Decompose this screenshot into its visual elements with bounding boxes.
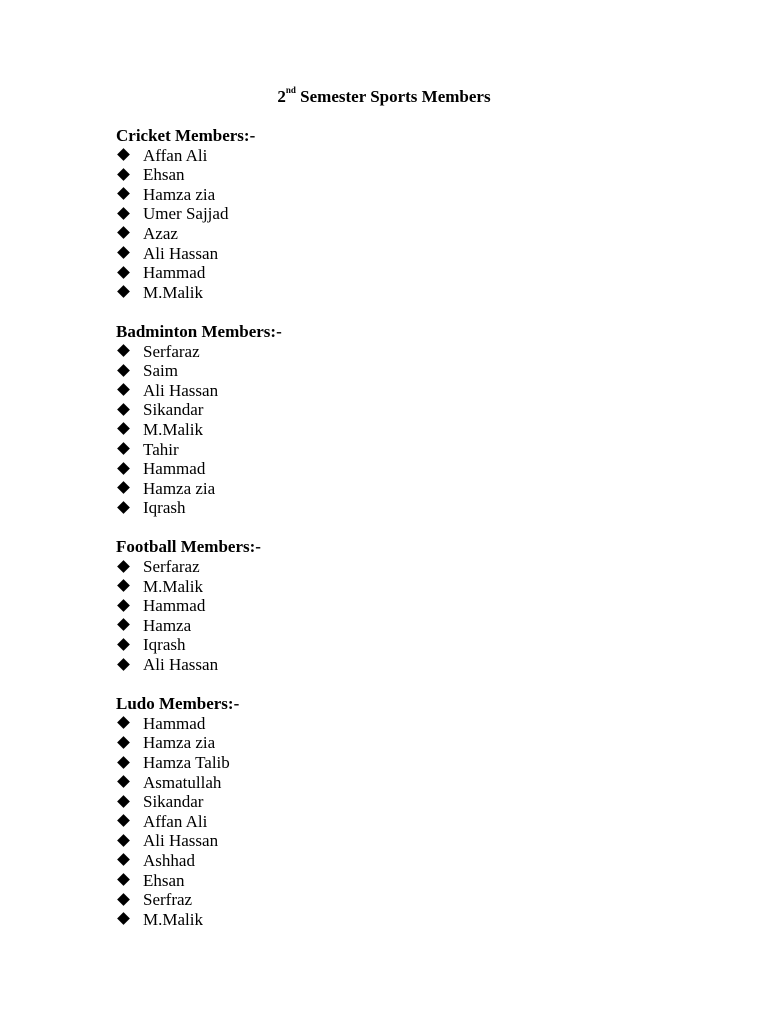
member-name: Ehsan xyxy=(143,870,185,890)
black-diamond-icon xyxy=(116,792,143,812)
list-item xyxy=(116,831,676,851)
list-item xyxy=(116,263,676,283)
list-item xyxy=(116,557,676,577)
black-diamond-icon xyxy=(116,244,143,264)
list-item xyxy=(116,400,676,420)
list-item xyxy=(116,635,676,655)
black-diamond-icon xyxy=(116,224,143,244)
black-diamond-icon xyxy=(116,420,143,440)
list-item xyxy=(116,714,676,734)
black-diamond-icon xyxy=(116,440,143,460)
black-diamond-icon xyxy=(116,753,143,773)
member-name: Ali Hassan xyxy=(143,380,219,400)
member-name: Serfaraz xyxy=(143,341,200,361)
list-item xyxy=(116,244,676,264)
list-item xyxy=(116,792,676,812)
member-name: Affan Ali xyxy=(143,145,208,165)
member-name: Hammad xyxy=(143,263,206,283)
list-item xyxy=(116,890,676,910)
list-item xyxy=(116,420,676,440)
section-football xyxy=(116,537,676,674)
list-item xyxy=(116,479,676,499)
member-list xyxy=(116,557,676,675)
member-name: Ashhad xyxy=(143,850,195,870)
black-diamond-icon xyxy=(116,596,143,616)
list-item xyxy=(116,440,676,460)
member-list xyxy=(116,714,676,930)
black-diamond-icon xyxy=(116,616,143,636)
section-cricket xyxy=(116,126,676,302)
member-name: Saim xyxy=(143,361,178,381)
section-heading: Cricket Members:- xyxy=(116,126,256,145)
section-heading: Badminton Members:- xyxy=(116,321,282,341)
member-name: Hammad xyxy=(143,596,206,616)
list-item xyxy=(116,655,676,675)
member-name: Affan Ali xyxy=(143,811,208,831)
black-diamond-icon xyxy=(116,577,143,597)
member-name: Ali Hassan xyxy=(143,655,219,675)
section-badminton xyxy=(116,322,676,518)
title-superscript: nd xyxy=(285,85,296,96)
document-body xyxy=(116,126,676,949)
member-name: Asmatullah xyxy=(143,772,222,792)
black-diamond-icon xyxy=(116,165,143,185)
member-name: Hammad xyxy=(143,713,206,733)
list-item xyxy=(116,910,676,930)
member-name: Ali Hassan xyxy=(143,831,219,851)
document-title xyxy=(0,86,768,108)
black-diamond-icon xyxy=(116,283,143,303)
black-diamond-icon xyxy=(116,146,143,166)
member-name: Hamza zia xyxy=(143,733,216,753)
member-name: Serfaraz xyxy=(143,557,200,577)
list-item xyxy=(116,381,676,401)
black-diamond-icon xyxy=(116,381,143,401)
black-diamond-icon xyxy=(116,635,143,655)
list-item xyxy=(116,146,676,166)
member-name: M.Malik xyxy=(143,282,203,302)
list-item xyxy=(116,459,676,479)
black-diamond-icon xyxy=(116,204,143,224)
list-item xyxy=(116,224,676,244)
list-item xyxy=(116,498,676,518)
list-item xyxy=(116,871,676,891)
list-item xyxy=(116,733,676,753)
member-name: Sikandar xyxy=(143,792,204,812)
member-name: Ehsan xyxy=(143,165,185,185)
member-name: Hamza zia xyxy=(143,478,216,498)
list-item xyxy=(116,753,676,773)
black-diamond-icon xyxy=(116,714,143,734)
list-item xyxy=(116,851,676,871)
black-diamond-icon xyxy=(116,831,143,851)
title-prefix: 2 xyxy=(277,87,286,106)
member-name: Hamza xyxy=(143,615,192,635)
list-item xyxy=(116,616,676,636)
member-name: Hammad xyxy=(143,459,206,479)
section-heading: Football Members:- xyxy=(116,537,261,557)
black-diamond-icon xyxy=(116,871,143,891)
black-diamond-icon xyxy=(116,733,143,753)
member-name: Iqrash xyxy=(143,498,186,518)
list-item xyxy=(116,283,676,303)
list-item xyxy=(116,342,676,362)
member-name: Umer Sajjad xyxy=(143,204,229,224)
member-list xyxy=(116,146,676,303)
black-diamond-icon xyxy=(116,557,143,577)
black-diamond-icon xyxy=(116,890,143,910)
member-name: Serfraz xyxy=(143,890,193,910)
list-item xyxy=(116,204,676,224)
member-name: Ali Hassan xyxy=(143,243,219,263)
list-item xyxy=(116,596,676,616)
title-suffix: Semester Sports Members xyxy=(295,87,491,106)
member-name: Sikandar xyxy=(143,400,204,420)
list-item xyxy=(116,361,676,381)
member-name: M.Malik xyxy=(143,419,203,439)
member-name: Hamza Talib xyxy=(143,753,230,772)
black-diamond-icon xyxy=(116,851,143,871)
black-diamond-icon xyxy=(116,361,143,381)
member-name: M.Malik xyxy=(143,909,203,929)
list-item xyxy=(116,812,676,832)
black-diamond-icon xyxy=(116,342,143,362)
black-diamond-icon xyxy=(116,459,143,479)
black-diamond-icon xyxy=(116,479,143,499)
black-diamond-icon xyxy=(116,773,143,793)
section-heading: Ludo Members:- xyxy=(116,694,240,714)
black-diamond-icon xyxy=(116,498,143,518)
list-item xyxy=(116,165,676,185)
list-item xyxy=(116,773,676,793)
black-diamond-icon xyxy=(116,400,143,420)
black-diamond-icon xyxy=(116,263,143,283)
member-name: Tahir xyxy=(143,439,179,459)
member-name: Iqrash xyxy=(143,635,186,655)
black-diamond-icon xyxy=(116,812,143,832)
list-item xyxy=(116,185,676,205)
black-diamond-icon xyxy=(116,655,143,675)
black-diamond-icon xyxy=(116,185,143,205)
member-name: Hamza zia xyxy=(143,184,216,204)
black-diamond-icon xyxy=(116,910,143,930)
member-name: M.Malik xyxy=(143,576,203,596)
member-list xyxy=(116,342,676,518)
list-item xyxy=(116,577,676,597)
member-name: Azaz xyxy=(143,223,178,243)
section-ludo xyxy=(116,694,676,929)
